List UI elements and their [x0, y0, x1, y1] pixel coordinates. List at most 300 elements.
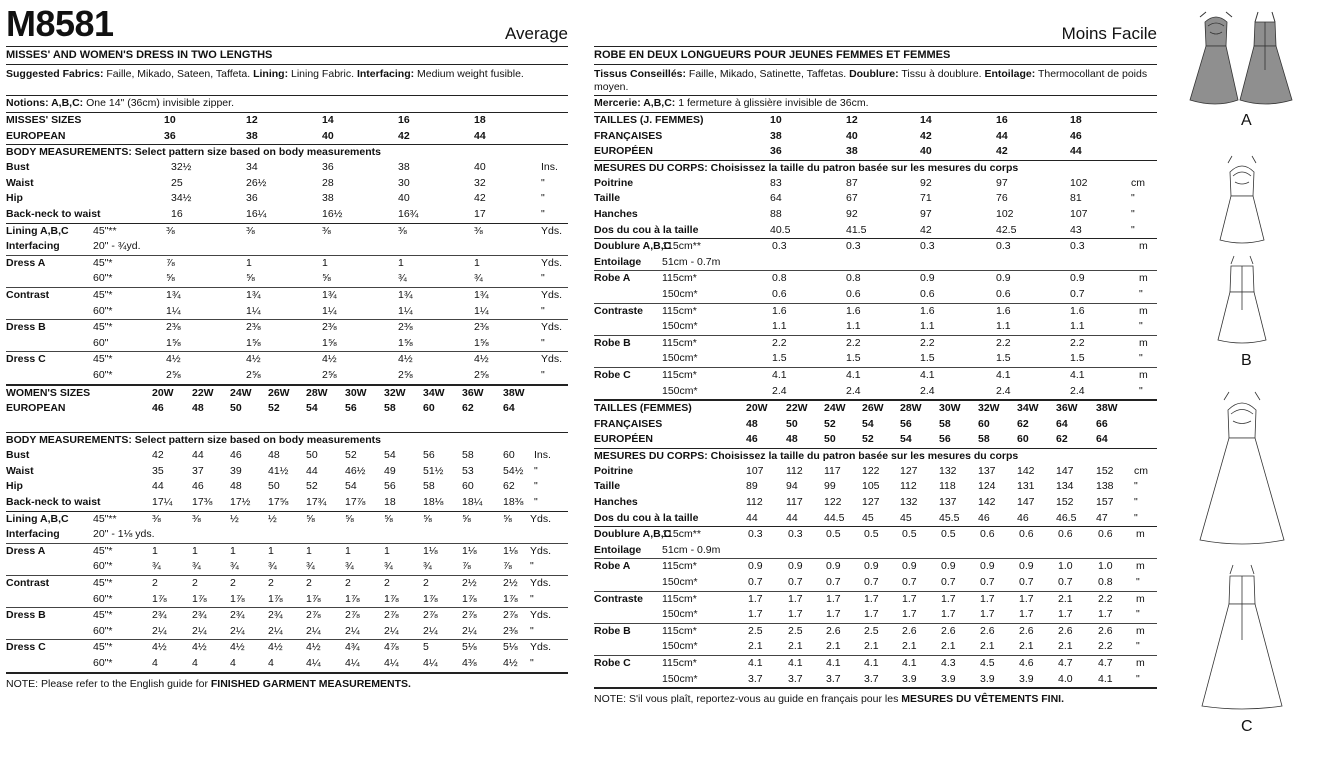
yardage-value: 2⅝: [166, 368, 181, 381]
measurement-value: 34: [246, 161, 258, 174]
fabric-label: Doublure:: [849, 68, 899, 80]
size-value: 62: [1056, 433, 1068, 446]
yardage-label: Dress C: [6, 353, 46, 366]
yardage-label: Robe C: [594, 368, 631, 381]
yardage-value: 2⅝: [322, 368, 337, 381]
measurement-value: 36: [246, 192, 258, 205]
fabric-label: Entoilage:: [984, 68, 1036, 80]
yardage-value: 2.6: [826, 624, 841, 637]
yardage-value: 0.3: [996, 240, 1011, 253]
yardage-value: 1.5: [920, 352, 935, 365]
yardage-row: [594, 319, 1157, 335]
fabric-text: Lining Fabric.: [288, 68, 357, 80]
size-value: 58: [939, 417, 951, 430]
yardage-value: ⅝: [246, 272, 255, 285]
size-value: 30W: [345, 386, 367, 399]
yardage-value: 2.5: [864, 624, 879, 637]
yardage-value: 2¼: [192, 624, 207, 637]
yardage-value: 2: [230, 577, 236, 590]
women-body-measurements: [6, 433, 568, 511]
measurement-unit: ": [541, 192, 545, 205]
yardage-value: ⅜: [474, 224, 483, 237]
note-text: NOTE: Please refer to the English guide for: [6, 677, 211, 690]
yardage-value: 1⅝: [166, 336, 181, 349]
measurement-value: 122: [824, 496, 842, 509]
measurement-value: 131: [1017, 480, 1035, 493]
yardage-unit: m: [1139, 304, 1148, 317]
yardage-value: 1.1: [1070, 320, 1085, 333]
fabric-width: 45"*: [93, 641, 113, 654]
measurement-value: 60: [503, 449, 515, 462]
measurement-value: 30: [398, 176, 410, 189]
yardage-label: Dress B: [6, 321, 46, 334]
size-row: [6, 129, 568, 145]
size-row: [594, 144, 1157, 160]
yardage-group: [6, 576, 568, 608]
body-measurements-title: MESURES DU CORPS: Choisissez la taille du patron basée sur les mesures du corps: [594, 449, 1019, 462]
yardage-value: 0.7: [864, 576, 879, 589]
yardage-value: 1.6: [846, 304, 861, 317]
yardage-value: 0.7: [748, 576, 763, 589]
yardage-value: ⅜: [322, 224, 331, 237]
measurement-unit: ": [1134, 496, 1138, 509]
note-emphasis: MESURES DU VÊTEMENTS FINI.: [901, 693, 1065, 706]
size-value: 60: [978, 417, 990, 430]
fabric-width: 60": [93, 336, 109, 349]
size-value: 64: [503, 402, 515, 415]
yardage-unit: m: [1139, 240, 1148, 253]
yardage-value: 2.2: [846, 336, 861, 349]
size-value: 26W: [862, 402, 884, 415]
yardage-value: 0.7: [941, 576, 956, 589]
measurement-value: 117: [786, 496, 803, 509]
french-column: [594, 0, 1157, 707]
difficulty-level: Average: [504, 24, 568, 43]
measurement-value: 17½: [230, 496, 251, 509]
yardage-value: 0.3: [788, 528, 803, 541]
yardage-row: [6, 239, 568, 255]
measurement-value: 152: [1096, 464, 1114, 477]
fabric-width: 51cm - 0.9m: [662, 543, 721, 556]
body-measurements-heading: [6, 145, 568, 160]
measurement-value: 52: [306, 480, 318, 493]
measurement-value: 42: [474, 192, 486, 205]
body-measurements-heading: [594, 161, 1157, 176]
size-value: 44: [1070, 145, 1082, 158]
measurement-value: 38: [322, 192, 334, 205]
measurement-value: 94: [786, 480, 798, 493]
size-value: 48: [786, 433, 798, 446]
yardage-value: 1.5: [846, 352, 861, 365]
yardage-value: 1¾: [246, 288, 261, 301]
yardage-group: [594, 304, 1157, 336]
yardage-value: 1.7: [902, 592, 917, 605]
yardage-value: 2¼: [384, 624, 399, 637]
yardage-unit: m: [1136, 657, 1145, 669]
yardage-unit: ": [541, 336, 545, 349]
pattern-title: ROBE EN DEUX LONGUEURS POUR JEUNES FEMMES ET FEMMES: [594, 47, 1157, 65]
size-value: 18: [474, 114, 486, 126]
yardage-row: [6, 640, 568, 656]
yardage-value: 0.8: [1098, 576, 1113, 589]
yardage-value: 4½: [268, 641, 283, 654]
yardage-value: 4.6: [1019, 657, 1034, 669]
yardage-value: ¾: [192, 560, 201, 573]
yardage-value: 2: [268, 577, 274, 590]
measurement-value: 142: [978, 496, 996, 509]
size-value: 34W: [1017, 402, 1039, 415]
yardage-value: 1⅞: [423, 592, 438, 605]
yardage-value: 0.6: [920, 287, 935, 300]
measurement-value: 107: [746, 464, 764, 477]
yardage-value: 3.7: [864, 672, 879, 685]
size-value: 50: [230, 402, 242, 415]
yardage-value: 2.6: [902, 624, 917, 637]
yardage-unit: ": [1136, 576, 1140, 589]
fabric-width: 51cm - 0.7m: [662, 255, 721, 268]
measurement-unit: ": [534, 464, 538, 477]
yardage-value: ½: [230, 512, 239, 525]
measurement-value: 18⅛: [423, 496, 444, 509]
suggested-fabrics: [6, 65, 568, 96]
yardage-value: 0.7: [826, 576, 841, 589]
yardage-value: 0.7: [788, 576, 803, 589]
yardage-value: 1.7: [1058, 608, 1073, 621]
measurement-value: 16½: [322, 207, 343, 220]
measurement-value: 32: [474, 176, 486, 189]
measurement-value: 83: [770, 176, 782, 189]
yardage-value: 2⅜: [166, 321, 181, 334]
size-value: 20W: [746, 402, 768, 415]
measurement-value: 18: [384, 496, 396, 509]
yardage-value: ⅜: [246, 224, 255, 237]
size-value: 66: [1096, 417, 1108, 430]
view-a-front-sketch: [1190, 12, 1238, 104]
fabric-width: 150cm*: [662, 608, 698, 621]
fabric-width: 150cm*: [662, 672, 698, 685]
measurement-row: [594, 176, 1157, 192]
measurement-value: 17¼: [152, 496, 173, 509]
measurement-value: 28: [322, 176, 334, 189]
yardage-value: ¾: [474, 272, 483, 285]
yardage-value: ⅞: [462, 560, 471, 573]
yardage-value: 2⅞: [462, 609, 477, 622]
yardage-row: [6, 288, 568, 304]
view-label-a: A: [1241, 112, 1252, 129]
measurement-row: [6, 464, 568, 480]
yardage-group: [594, 527, 1157, 559]
yardage-value: 4½: [503, 657, 518, 669]
size-value: 36: [770, 145, 782, 158]
yardage-value: 0.9: [1019, 560, 1034, 573]
yardage-value: 4.1: [826, 657, 841, 669]
fabric-width: 150cm*: [662, 384, 698, 397]
yardage-row: [594, 592, 1157, 608]
yardage-value: 1.7: [941, 592, 956, 605]
yardage-unit: Yds.: [530, 544, 552, 557]
yardage-value: 2¾: [230, 609, 245, 622]
measurement-unit: ": [1131, 207, 1135, 220]
yardage-value: 1.6: [996, 304, 1011, 317]
yardage-value: ¾: [345, 560, 354, 573]
measurement-value: 62: [503, 480, 515, 493]
measurement-label: Poitrine: [594, 464, 634, 477]
yardage-unit: ": [530, 560, 534, 573]
fabric-width: 45"*: [93, 353, 113, 366]
measurement-value: 147: [1056, 464, 1074, 477]
yardage-row: [6, 512, 568, 528]
size-value: 54: [900, 433, 912, 446]
yardage-value: 5: [423, 641, 429, 654]
yardage-value: 3.7: [788, 672, 803, 685]
yardage-row: [594, 607, 1157, 623]
size-value: 42: [996, 145, 1008, 158]
fabric-width: 115cm*: [662, 624, 697, 637]
measurement-value: 122: [862, 464, 880, 477]
measurement-value: 92: [846, 207, 858, 220]
yardage-unit: ": [541, 304, 545, 317]
yardage-value: 1⅝: [398, 336, 413, 349]
measurement-value: 39: [230, 464, 242, 477]
size-value: 48: [746, 417, 758, 430]
fabric-width: 150cm*: [662, 576, 698, 589]
measurement-value: 25: [171, 176, 183, 189]
yardage-value: ⅜: [152, 512, 161, 525]
yardage-value: 4½: [306, 641, 321, 654]
size-row-label: EUROPEAN: [6, 129, 66, 142]
yardage-value: 0.9: [826, 560, 841, 573]
size-value: 38: [770, 129, 782, 142]
yardage-value: 2¼: [462, 624, 477, 637]
measurement-row: [6, 191, 568, 207]
measurement-value: 17: [474, 207, 486, 220]
yardage-value: 4½: [398, 353, 413, 366]
yardage-value: 0.7: [902, 576, 917, 589]
yardage-label: Interfacing: [6, 240, 60, 253]
notions: [6, 96, 568, 113]
body-measurements-heading: [594, 449, 1157, 464]
yardage-value: 1.5: [996, 352, 1011, 365]
yardage-value: 1¾: [398, 288, 413, 301]
yardage-value: ⅝: [462, 512, 471, 525]
yardage-value: 1: [345, 544, 351, 557]
yardage-row: [594, 575, 1157, 591]
fabric-label: Lining:: [253, 68, 289, 80]
yardage-unit: m: [1139, 368, 1148, 381]
body-measurements-title: BODY MEASUREMENTS: Select pattern size based on body measurements: [6, 146, 381, 159]
yardage-group: [594, 592, 1157, 624]
measurement-value: 42: [920, 223, 932, 236]
yardage-unit: ": [1136, 672, 1140, 685]
yardage-value: ¾: [423, 560, 432, 573]
size-value: 16: [996, 114, 1008, 126]
yardage-value: 4¼: [306, 657, 321, 669]
size-row-label: MISSES' SIZES: [6, 114, 82, 126]
yardage-value: 1¾: [474, 288, 489, 301]
view-c-back-sketch: [1202, 565, 1282, 709]
pattern-views: [1180, 0, 1318, 760]
measurement-value: 46½: [345, 464, 366, 477]
measurement-value: 16: [171, 207, 183, 220]
yardage-value: 2¼: [345, 624, 360, 637]
yardage-value: 0.5: [826, 528, 841, 541]
measurement-value: 46: [192, 480, 204, 493]
yardage-value: 4¼: [384, 657, 399, 669]
measurement-value: 157: [1096, 496, 1114, 509]
size-value: 46: [1070, 129, 1082, 142]
fabric-text: Faille, Mikado, Satinette, Taffetas.: [686, 68, 850, 80]
size-value: 60: [1017, 433, 1029, 446]
yardage-value: 4.1: [1098, 672, 1113, 685]
measurement-value: 132: [900, 496, 918, 509]
measurement-unit: ": [1134, 511, 1138, 524]
measurement-unit: ": [1131, 223, 1135, 236]
yardage-value: 1⅞: [384, 592, 399, 605]
yardage-value: 1⅝: [474, 336, 489, 349]
yardage-value: 1: [322, 256, 328, 269]
size-value: 26W: [268, 386, 290, 399]
measurement-value: 37: [192, 464, 204, 477]
fabric-width: 20" - 1⅛ yds.: [93, 528, 155, 541]
yardage-value: 2.1: [1058, 640, 1073, 653]
view-label-b: B: [1241, 352, 1252, 369]
yardage-value: ⅝: [322, 272, 331, 285]
yardage-value: 5⅛: [503, 641, 518, 654]
yardage-value: ¾: [398, 272, 407, 285]
fabric-width: 45"*: [93, 288, 113, 301]
yardage-label: Contrast: [6, 288, 50, 301]
yardage-value: 1.7: [864, 608, 879, 621]
yardage-value: 2.4: [846, 384, 861, 397]
measurement-label: Taille: [594, 192, 621, 205]
yardage-group: [594, 239, 1157, 271]
measurement-value: 53: [462, 464, 474, 477]
measurement-value: 32½: [171, 161, 192, 174]
fabric-label: Tissus Conseillés:: [594, 68, 687, 80]
yardage-value: 2⅞: [384, 609, 399, 622]
yardage-value: ⅝: [166, 272, 175, 285]
size-value: 48: [192, 402, 204, 415]
fabric-width: 115cm*: [662, 304, 697, 317]
measurement-value: 46: [978, 511, 990, 524]
size-value: 62: [1017, 417, 1029, 430]
notions-label: Mercerie: A,B,C:: [594, 97, 676, 109]
yardage-value: 0.3: [1070, 240, 1085, 253]
measurement-value: 112: [746, 496, 763, 509]
size-row: [594, 432, 1157, 448]
yardage-value: 1: [192, 544, 198, 557]
women-body-measurements: [594, 449, 1157, 527]
yardage-value: ¾: [230, 560, 239, 573]
yardage-row: [594, 656, 1157, 672]
yardage-value: 3.7: [748, 672, 763, 685]
measurement-row: [594, 495, 1157, 511]
fabric-width: 45"**: [93, 512, 117, 525]
measurement-value: 36: [322, 161, 334, 174]
yardage-value: 4: [152, 657, 158, 669]
yardage-value: 4.7: [1058, 657, 1073, 669]
fabric-width: 45"*: [93, 609, 113, 622]
yardage-value: ¾: [152, 560, 161, 573]
size-row-label: EUROPÉEN: [594, 433, 653, 446]
size-value: 40: [322, 129, 334, 142]
measurement-value: 117: [824, 464, 841, 477]
yardage-value: 2⅝: [398, 368, 413, 381]
fabric-width: 45"**: [93, 224, 117, 237]
yardage-unit: ": [1139, 352, 1143, 365]
fabric-width: 115cm**: [662, 240, 701, 253]
yardage-unit: Yds.: [541, 224, 563, 237]
yardage-group: [6, 320, 568, 352]
yardage-unit: ": [1136, 640, 1140, 653]
measurement-value: 16¼: [246, 207, 267, 220]
yardage-value: 0.3: [772, 240, 787, 253]
yardage-value: 2¼: [306, 624, 321, 637]
yardage-row: [6, 271, 568, 287]
fabric-width: 150cm*: [662, 320, 698, 333]
yardage-value: 1.7: [1019, 608, 1034, 621]
note-emphasis: FINISHED GARMENT MEASUREMENTS.: [210, 677, 411, 690]
yardage-value: 2⅞: [423, 609, 438, 622]
fabric-width: 115cm*: [662, 272, 697, 285]
yardage-label: Entoilage: [594, 255, 642, 268]
yardage-value: ¾: [384, 560, 393, 573]
size-value: 56: [939, 433, 951, 446]
footnote: [6, 674, 568, 692]
yardage-row: [6, 576, 568, 592]
yardage-row: [594, 255, 1157, 271]
yardage-value: 0.9: [864, 560, 879, 573]
measurement-value: 44.5: [824, 511, 845, 524]
yardage-row: [594, 287, 1157, 303]
view-c-front-sketch: [1200, 392, 1284, 544]
yardage-row: [6, 352, 568, 368]
yardage-label: Dress C: [6, 641, 46, 654]
yardage-value: 4½: [322, 353, 337, 366]
yardage-value: 2⅞: [306, 609, 321, 622]
yardage-value: 2.2: [1098, 592, 1113, 605]
yardage-value: ⅞: [503, 560, 512, 573]
measurement-value: 46.5: [1056, 511, 1077, 524]
yardage-value: 2.1: [826, 640, 841, 653]
measurement-value: 38: [398, 161, 410, 174]
yardage-value: 2.6: [1058, 624, 1073, 637]
yardage-value: 2.4: [996, 384, 1011, 397]
yardage-value: 1.7: [748, 608, 763, 621]
measurement-value: 71: [920, 192, 932, 205]
yardage-value: 4.7: [1098, 657, 1113, 669]
measurement-value: 76: [996, 192, 1008, 205]
yardage-group: [594, 624, 1157, 656]
yardage-row: [594, 271, 1157, 287]
measurement-value: 137: [939, 496, 957, 509]
fabric-text: Thermocollant de poids moyen.: [594, 68, 1148, 93]
fabric-width: 45"*: [93, 321, 113, 334]
yardage-value: 0.7: [1019, 576, 1034, 589]
yardage-value: ⅜: [398, 224, 407, 237]
measurement-value: 40.5: [770, 223, 791, 236]
yardage-value: 0.9: [748, 560, 763, 573]
yardage-value: 1.5: [1070, 352, 1085, 365]
yardage-row: [594, 624, 1157, 640]
measurement-value: 54½: [503, 464, 524, 477]
measurement-value: 138: [1096, 480, 1114, 493]
yardage-value: 1⅞: [345, 592, 360, 605]
size-value: 46: [152, 402, 164, 415]
size-row: [6, 386, 568, 402]
measurement-value: 102: [1070, 176, 1088, 189]
notions-text: One 14" (36cm) invisible zipper.: [83, 97, 234, 109]
